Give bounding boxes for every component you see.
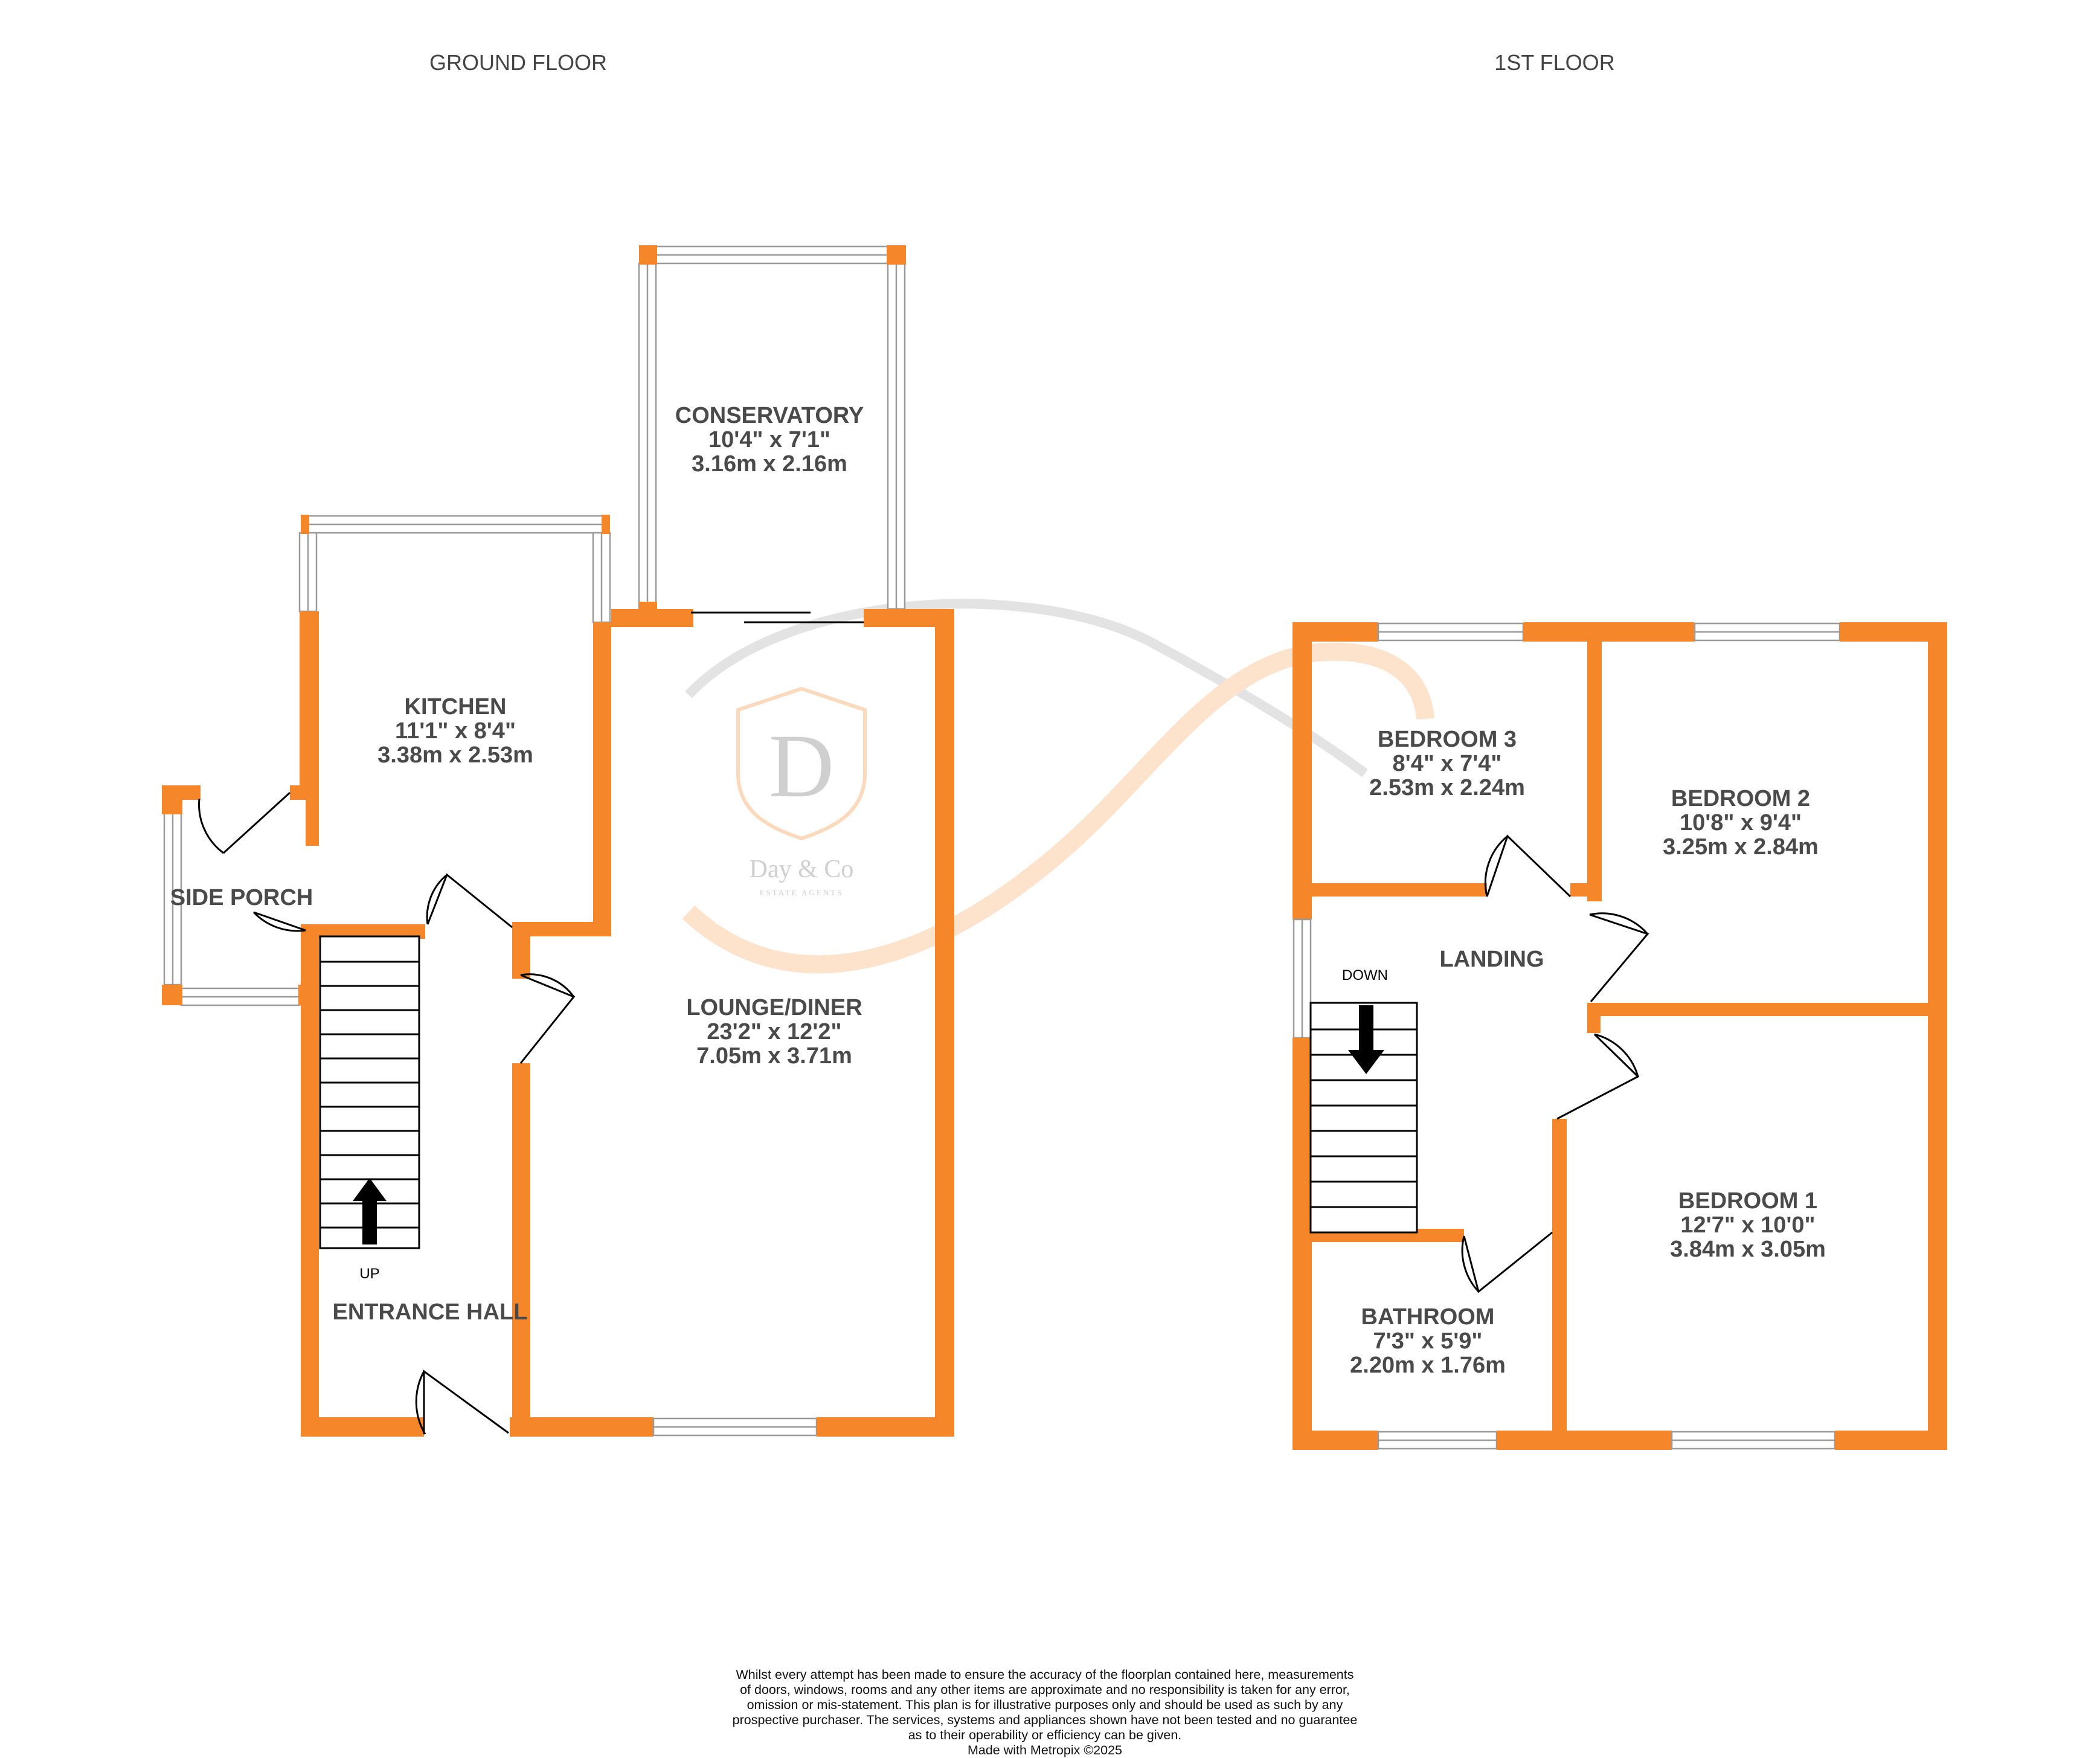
kitchen-name: KITCHEN [404, 694, 507, 720]
ground-floor-plan [162, 245, 954, 1437]
disclaimer-line: Made with Metropix ©2025 [967, 1743, 1123, 1757]
entrance-hall-name: ENTRANCE HALL [332, 1299, 528, 1325]
bathroom-metric: 2.20m x 1.76m [1350, 1353, 1506, 1378]
bathroom-name: BATHROOM [1361, 1304, 1495, 1330]
lounge-diner-label [686, 995, 862, 1069]
lounge-diner-metric: 7.05m x 3.71m [696, 1043, 852, 1069]
bedroom2-imperial: 10'8" x 9'4" [1679, 810, 1802, 836]
first-floor-plan [1292, 622, 1947, 1450]
bedroom2-metric: 3.25m x 2.84m [1663, 834, 1819, 860]
disclaimer [604, 1667, 1486, 1758]
bedroom3-label [1369, 727, 1525, 800]
staircase-up [320, 936, 419, 1282]
stairs-down-label: DOWN [1342, 967, 1388, 984]
kitchen-label [377, 694, 533, 768]
conservatory-imperial: 10'4" x 7'1" [708, 427, 831, 452]
side-porch-name: SIDE PORCH [170, 885, 313, 910]
bedroom2-door [1590, 913, 1648, 1002]
bedroom1-name: BEDROOM 1 [1678, 1188, 1818, 1214]
bedroom3-metric: 2.53m x 2.24m [1369, 775, 1525, 800]
bedroom3-name: BEDROOM 3 [1377, 727, 1517, 752]
first-floor-title: 1ST FLOOR [1494, 50, 1615, 75]
conservatory-label [675, 403, 864, 477]
lounge-diner-imperial: 23'2" x 12'2" [707, 1019, 842, 1045]
side-porch-door [199, 793, 290, 853]
watermark-letter: D [768, 716, 835, 816]
conservatory-metric: 3.16m x 2.16m [692, 451, 847, 477]
bedroom1-label [1670, 1188, 1826, 1262]
bedroom1-door [1557, 1034, 1638, 1119]
conservatory-name: CONSERVATORY [675, 403, 864, 428]
stairs-up-label: UP [359, 1266, 380, 1282]
lounge-door [521, 974, 574, 1063]
lounge-diner-name: LOUNGE/DINER [686, 995, 862, 1020]
kitchen-door [427, 875, 512, 927]
kitchen-metric: 3.38m x 2.53m [377, 742, 533, 768]
ground-floor-title: GROUND FLOOR [429, 50, 608, 75]
landing-name: LANDING [1439, 947, 1544, 972]
side-porch-inner-door [254, 912, 306, 931]
watermark-tagline: ESTATE AGENTS [759, 888, 844, 897]
bathroom-label [1350, 1304, 1506, 1378]
disclaimer-line: prospective purchaser. The services, systems and appliances shown have not been tested and no guarantee [732, 1713, 1358, 1727]
bedroom1-imperial: 12'7" x 10'0" [1680, 1212, 1816, 1238]
staircase-down [1311, 967, 1417, 1232]
kitchen-imperial: 11'1" x 8'4" [395, 718, 516, 744]
watermark [689, 604, 1425, 965]
bathroom-door [1462, 1232, 1552, 1292]
bedroom1-metric: 3.84m x 3.05m [1670, 1237, 1826, 1262]
bedroom2-label [1663, 786, 1819, 860]
watermark-company-name: Day & Co [749, 855, 854, 883]
disclaimer-line: of doors, windows, rooms and any other items are approximate and no responsibility is taken for any error, [740, 1682, 1350, 1697]
front-door [416, 1371, 509, 1434]
disclaimer-line: as to their operability or efficiency can be given. [908, 1728, 1182, 1742]
disclaimer-line: omission or mis-statement. This plan is for illustrative purposes only and should be used as such by any [747, 1698, 1343, 1712]
bedroom2-name: BEDROOM 2 [1671, 786, 1811, 811]
bathroom-imperial: 7'3" x 5'9" [1373, 1328, 1483, 1354]
bedroom3-door [1485, 836, 1570, 897]
bedroom3-imperial: 8'4" x 7'4" [1392, 751, 1502, 776]
disclaimer-line: Whilst every attempt has been made to ensure the accuracy of the floorplan contained here, measurements [736, 1667, 1354, 1682]
